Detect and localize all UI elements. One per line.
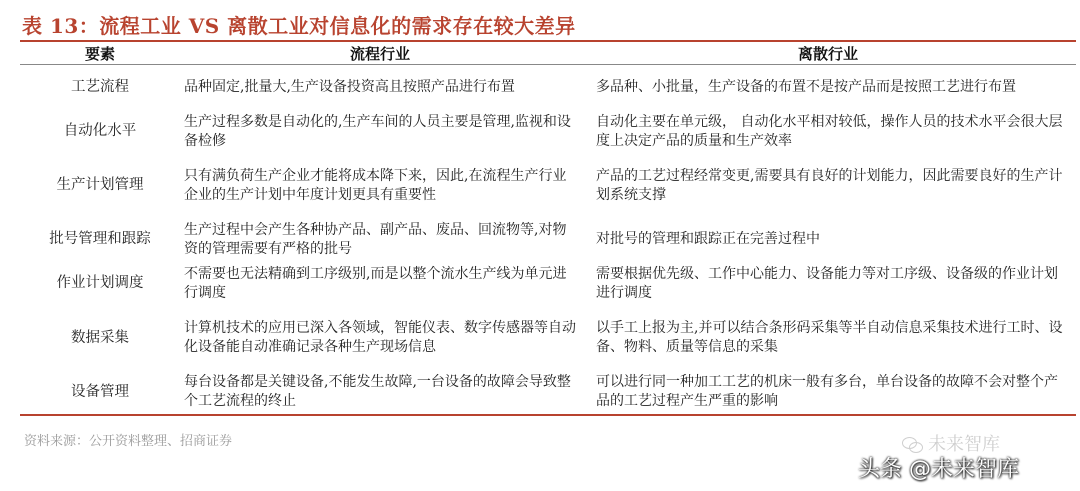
watermark-toutiao: 头条 @未来智库 xyxy=(858,457,1019,482)
header-process-industry: 流程行业 xyxy=(180,42,580,65)
header-discrete-industry: 离散行业 xyxy=(580,42,1076,65)
factor-cell: 生产计划管理 xyxy=(56,177,144,193)
process-cell: 生产过程中会产生各种协产品、副产品、废品、回流物等,对物资的管理需要有严格的批号 xyxy=(184,221,567,257)
table-row xyxy=(20,262,1076,306)
header-factor: 要素 xyxy=(20,42,180,65)
process-cell: 生产过程多数是自动化的,生产车间的人员主要是管理,监视和设备检修 xyxy=(184,113,571,149)
comparison-table xyxy=(20,42,1076,416)
table-row xyxy=(20,371,1076,415)
process-cell: 品种固定,批量大,生产设备投资高且按照产品进行布置 xyxy=(184,78,515,95)
discrete-cell: 以手工上报为主,并可以结合条形码采集等半自动信息采集技术进行工时、设备、物料、质量等信息的采集 xyxy=(596,320,1063,355)
table-title: 表 13：流程工业 VS 离散工业对信息化的需求存在较大差异 xyxy=(22,14,576,38)
table-header-row xyxy=(20,42,1076,65)
table-row xyxy=(20,65,1076,110)
table-row xyxy=(20,306,1076,371)
discrete-cell: 产品的工艺过程经常变更,需要具有良好的计划能力，因此需要良好的生产计划系统支撑 xyxy=(596,167,1063,203)
factor-cell: 设备管理 xyxy=(20,371,180,415)
factor-cell: 批号管理和跟踪 xyxy=(49,231,151,247)
watermark-small-text: 未来智库 xyxy=(928,434,1000,455)
factor-cell: 作业计划调度 xyxy=(56,275,144,291)
factor-cell: 自动化水平 xyxy=(63,123,137,139)
process-cell: 计算机技术的应用已深入各领域，智能仪表、数字传感器等自动化设备能自动准确记录各种生产现场信息 xyxy=(184,320,576,355)
process-cell: 不需要也无法精确到工序级别,而是以整个流水生产线为单元进行调度 xyxy=(184,265,567,301)
process-cell: 每台设备都是关键设备,不能发生故障,一台设备的故障会导致整个工艺流程的终止 xyxy=(180,371,580,415)
source-note: 资料来源：公开资料整理、招商证券 xyxy=(24,434,233,449)
factor-cell: 数据采集 xyxy=(71,329,129,346)
table-row xyxy=(20,218,1076,262)
discrete-cell: 自动化主要在单元级， 自动化水平相对较低，操作人员的技术水平会很大层度上决定产品的质量和生产效率 xyxy=(596,113,1063,149)
wechat-icon xyxy=(902,437,924,453)
discrete-cell: 需要根据优先级、工作中心能力、设备能力等对工序级、设备级的作业计划进行调度 xyxy=(596,265,1058,301)
discrete-cell: 对批号的管理和跟踪正在完善过程中 xyxy=(596,231,820,247)
process-cell: 只有满负荷生产企业才能将成本降下来，因此,在流程生产行业企业的生产计划中年度计划更具有重要性 xyxy=(184,167,567,203)
table-row xyxy=(20,154,1076,218)
discrete-cell: 可以进行同一种加工工艺的机床一般有多台，单台设备的故障不会对整个产品的工艺过程产生严重的影响 xyxy=(580,371,1076,415)
factor-cell: 工艺流程 xyxy=(71,78,129,95)
table-row xyxy=(20,110,1076,154)
discrete-cell: 多品种、小批量，生产设备的布置不是按产品而是按照工艺进行布置 xyxy=(596,78,1016,95)
